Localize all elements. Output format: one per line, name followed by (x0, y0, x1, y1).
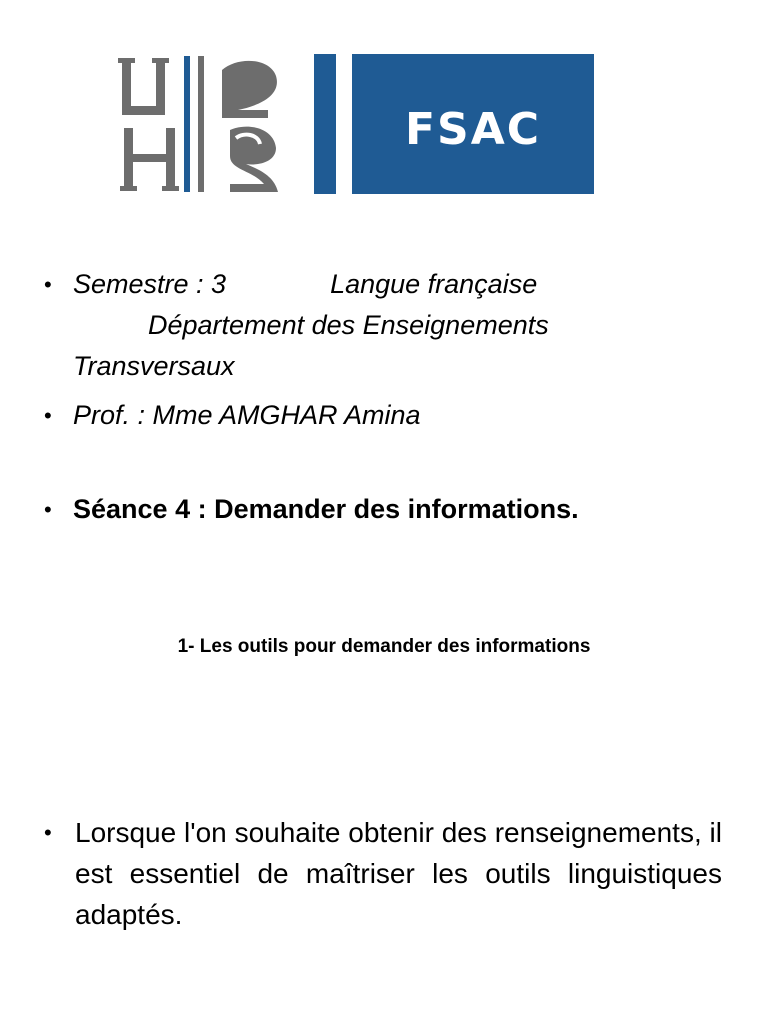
paragraph-text: Lorsque l'on souhaite obtenir des renseignements, il est essentiel de maîtriser les outils linguistiques adaptés. (75, 817, 722, 930)
department-line: Département des Enseignements (148, 310, 549, 340)
fsac-logo-text: FSAC (404, 104, 542, 155)
semester-label: Semestre : 3 (73, 269, 227, 299)
course-info-text (73, 264, 724, 387)
course-info-item (44, 264, 724, 387)
institution-logo (118, 52, 596, 196)
professor-item (44, 395, 724, 436)
semester-line (73, 264, 724, 305)
section-subtitle: 1- Les outils pour demander des informations (177, 636, 591, 657)
bullet-icon: • (44, 403, 52, 428)
department-line-continued: Transversaux (73, 351, 235, 381)
professor-name: Prof. : Mme AMGHAR Amina (73, 400, 421, 430)
bullet-icon: • (44, 497, 52, 522)
paragraph-item (44, 812, 722, 935)
uh2-fsac-logo (118, 52, 596, 196)
session-title: Séance 4 : Demander des informations. (73, 494, 579, 524)
course-name: Langue française (330, 269, 538, 299)
session-item (44, 489, 724, 530)
bullet-icon: • (44, 272, 52, 297)
bullet-icon: • (44, 820, 52, 845)
